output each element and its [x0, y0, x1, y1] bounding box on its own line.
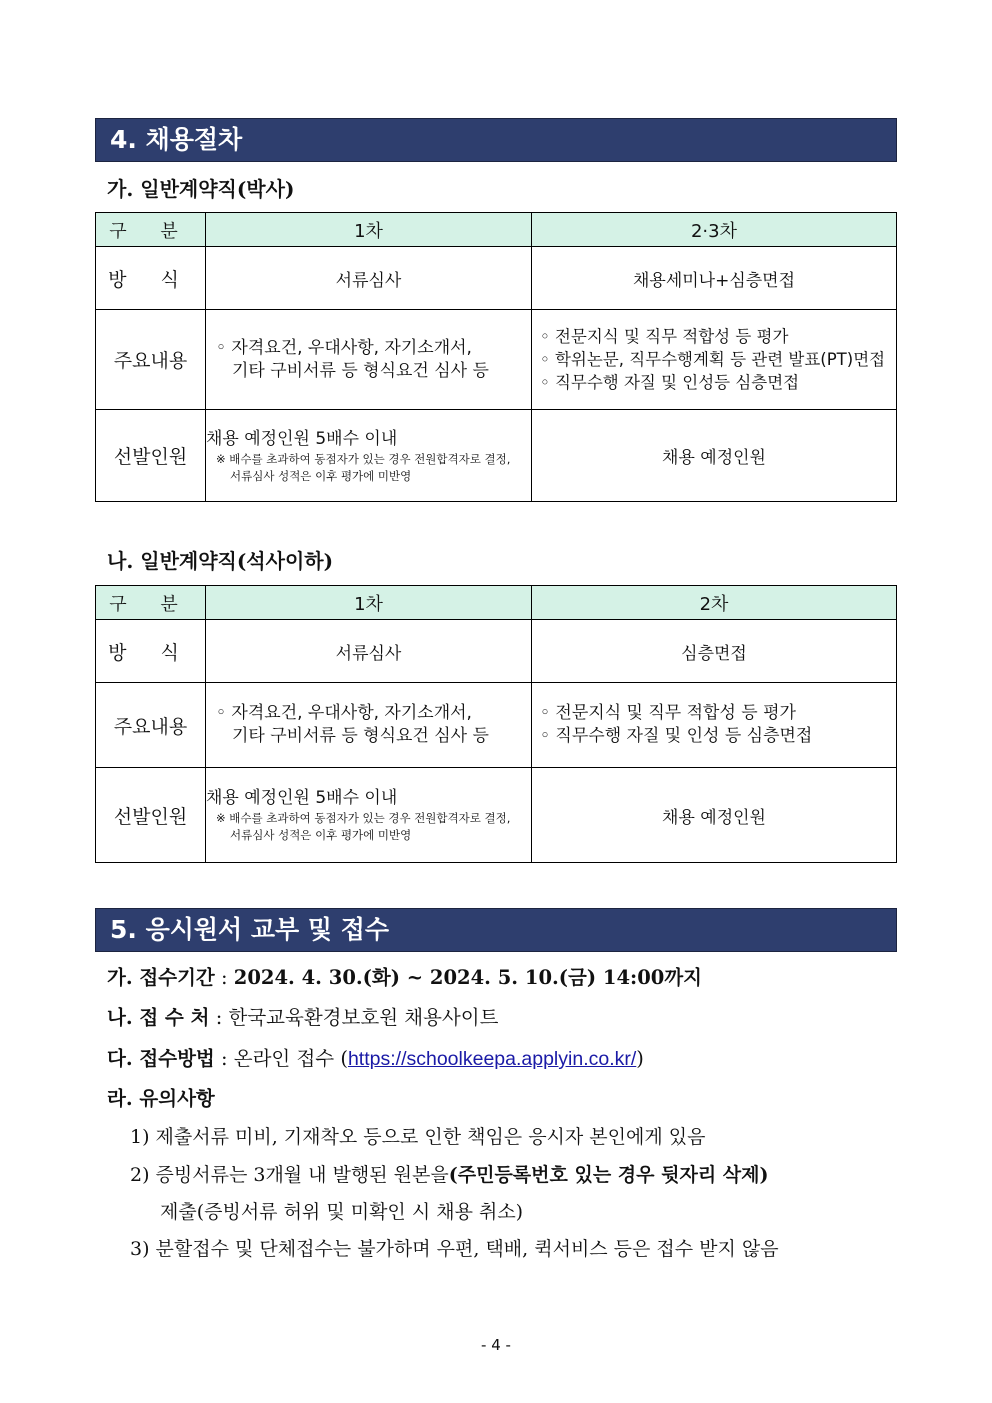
note-item-2-emphasis: (주민등록번호 있는 경우 뒷자리 삭제)	[448, 1164, 769, 1186]
row-label-method: 방 식	[96, 620, 206, 683]
content-round-2	[532, 683, 897, 768]
notes-label: 라. 유의사항	[107, 1087, 215, 1110]
table-row	[96, 310, 897, 410]
table-row	[96, 768, 897, 863]
section-4-title: 4. 채용절차	[110, 125, 243, 154]
method-label: 다. 접수방법	[107, 1047, 215, 1070]
section-4-header	[95, 118, 897, 162]
place-value: 한국교육환경보호원 채용사이트	[228, 1006, 499, 1029]
application-period: 가. 접수기간 : 2024. 4. 30.(화) ~ 2024. 5. 10.(금) 14:00까지	[107, 966, 703, 989]
content-line: ◦ 자격요건, 우대사항, 자기소개서,	[216, 703, 472, 723]
content-line: ◦ 전문지식 및 직무 적합성 등 평가	[540, 703, 796, 723]
note-item-1: 1) 제출서류 미비, 기재착오 등으로 인한 책임은 응시자 본인에게 있음	[130, 1126, 706, 1148]
content-line: ◦ 직무수행 자질 및 인성등 심층면접	[540, 373, 800, 392]
selection-round-2: 채용 예정인원	[532, 768, 897, 863]
procedure-table-b	[95, 585, 897, 863]
content-round-1	[206, 683, 532, 768]
content-line: ◦ 학위논문, 직무수행계획 등 관련 발표(PT)면접	[540, 350, 886, 369]
procedure-table-a	[95, 212, 897, 502]
row-label-content: 주요내용	[96, 310, 206, 410]
selection-note: ※ 배수를 초과하여 동점자가 있는 경우 전원합격자로 결정, 서류심사 성적은 이후 평가에 미반영	[216, 811, 511, 842]
header-round-1: 1차	[206, 213, 532, 247]
selection-note: ※ 배수를 초과하여 동점자가 있는 경우 전원합격자로 결정, 서류심사 성적은 이후 평가에 미반영	[216, 451, 511, 483]
page-number: - 4 -	[481, 1336, 511, 1354]
content-round-2	[532, 310, 897, 410]
method-round-2: 채용세미나+심층면접	[532, 247, 897, 310]
method-prefix: 온라인 접수 (	[233, 1047, 348, 1070]
table-header-row	[96, 213, 897, 247]
notes-heading	[107, 1083, 215, 1111]
method-round-1: 서류심사	[206, 620, 532, 683]
header-category: 구 분	[96, 586, 206, 620]
period-label: 가. 접수기간	[107, 966, 215, 989]
selection-round-1	[206, 768, 532, 863]
content-line: ◦ 전문지식 및 직무 적합성 등 평가	[540, 327, 789, 346]
table-row	[96, 683, 897, 768]
row-label-selection: 선발인원	[96, 768, 206, 863]
table-header-row	[96, 586, 897, 620]
content-line: 기타 구비서류 등 형식요건 심사 등	[232, 360, 489, 381]
selection-text: 채용 예정인원 5배수 이내	[206, 428, 398, 449]
section-5-header	[95, 908, 897, 952]
application-place: 나. 접 수 처 : 한국교육환경보호원 채용사이트	[107, 1006, 499, 1029]
header-round-2: 2차	[532, 586, 897, 620]
table-row	[96, 620, 897, 683]
table-row	[96, 410, 897, 502]
section-5-title: 5. 응시원서 교부 및 접수	[110, 915, 390, 944]
application-method: 다. 접수방법 : 온라인 접수 (https://schoolkeepa.applyin.co.kr/)	[107, 1047, 644, 1070]
selection-text: 채용 예정인원 5배수 이내	[206, 788, 398, 808]
note-item-2-continued: 제출(증빙서류 허위 및 미확인 시 채용 취소)	[160, 1201, 524, 1223]
note-item-3: 3) 분할접수 및 단체접수는 불가하며 우편, 택배, 퀵서비스 등은 접수 받지 않음	[130, 1238, 779, 1260]
selection-round-2: 채용 예정인원	[532, 410, 897, 502]
header-round-1: 1차	[206, 586, 532, 620]
content-round-1	[206, 310, 532, 410]
method-suffix: )	[636, 1047, 644, 1070]
period-value: 2024. 4. 30.(화) ~ 2024. 5. 10.(금) 14:00까지	[233, 966, 703, 989]
note-item-2: 2) 증빙서류는 3개월 내 발행된 원본을(주민등록번호 있는 경우 뒷자리 삭제)	[130, 1164, 769, 1186]
table-row	[96, 247, 897, 310]
content-line: 기타 구비서류 등 형식요건 심사 등	[232, 726, 489, 746]
method-round-2: 심층면접	[532, 620, 897, 683]
selection-round-1	[206, 410, 532, 502]
subheading-a: 가. 일반계약직(박사)	[107, 177, 295, 201]
row-label-method: 방 식	[96, 247, 206, 310]
apply-site-link[interactable]: https://schoolkeepa.applyin.co.kr/	[347, 1048, 637, 1070]
content-line: ◦ 자격요건, 우대사항, 자기소개서,	[216, 337, 472, 358]
header-category: 구 분	[96, 213, 206, 247]
method-round-1: 서류심사	[206, 247, 532, 310]
row-label-content: 주요내용	[96, 683, 206, 768]
header-round-2: 2·3차	[532, 213, 897, 247]
content-line: ◦ 직무수행 자질 및 인성 등 심층면접	[540, 726, 813, 746]
row-label-selection: 선발인원	[96, 410, 206, 502]
subheading-b: 나. 일반계약직(석사이하)	[107, 549, 334, 573]
place-label: 나. 접 수 처	[107, 1006, 210, 1029]
